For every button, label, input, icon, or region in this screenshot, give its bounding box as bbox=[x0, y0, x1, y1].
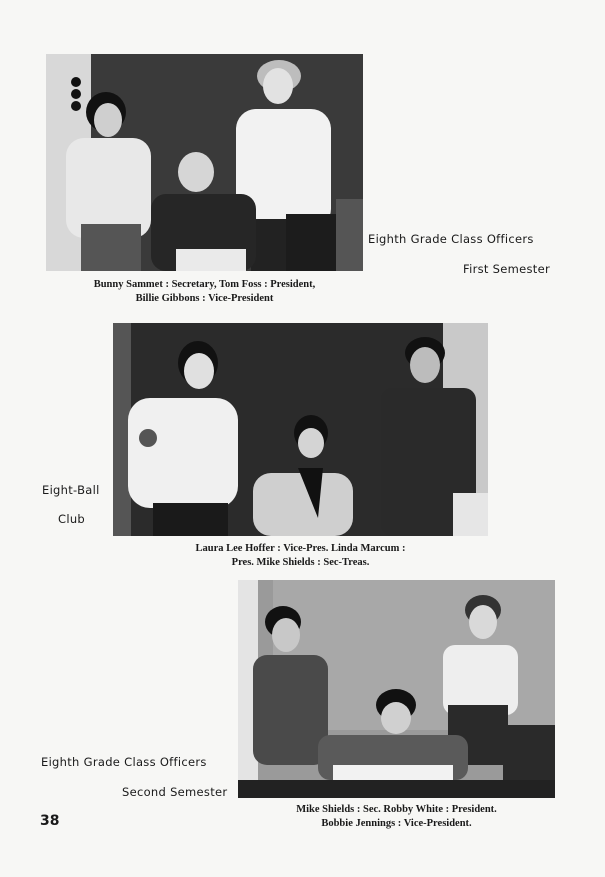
photo-eight-ball-club bbox=[113, 323, 488, 536]
section-title: Club bbox=[58, 512, 86, 526]
caption-second-semester bbox=[238, 803, 555, 831]
section-subtitle: First Semester bbox=[463, 262, 551, 276]
caption-line: Bunny Sammet : Secretary, Tom Foss : President, bbox=[93, 279, 316, 290]
caption-line: Billie Gibbons : Vice-President bbox=[135, 293, 274, 304]
caption-line: Mike Shields : Sec. Robby White : President. bbox=[296, 804, 497, 815]
caption-line: Pres. Mike Shields : Sec-Treas. bbox=[231, 557, 370, 568]
page-number: 38 bbox=[40, 813, 60, 829]
section-title: Eighth Grade Class Officers bbox=[41, 755, 207, 769]
caption-eight-ball-club bbox=[113, 542, 488, 570]
photo-second-semester-officers bbox=[238, 580, 555, 798]
caption-first-semester bbox=[46, 278, 363, 306]
caption-line: Bobbie Jennings : Vice-President. bbox=[321, 818, 472, 829]
photo-first-semester-officers bbox=[46, 54, 363, 271]
section-title: Eighth Grade Class Officers bbox=[368, 232, 534, 246]
section-subtitle: Second Semester bbox=[122, 785, 228, 799]
section-title: Eight-Ball bbox=[42, 483, 100, 497]
caption-line: Laura Lee Hoffer : Vice-Pres. Linda Marcum : bbox=[195, 543, 406, 554]
